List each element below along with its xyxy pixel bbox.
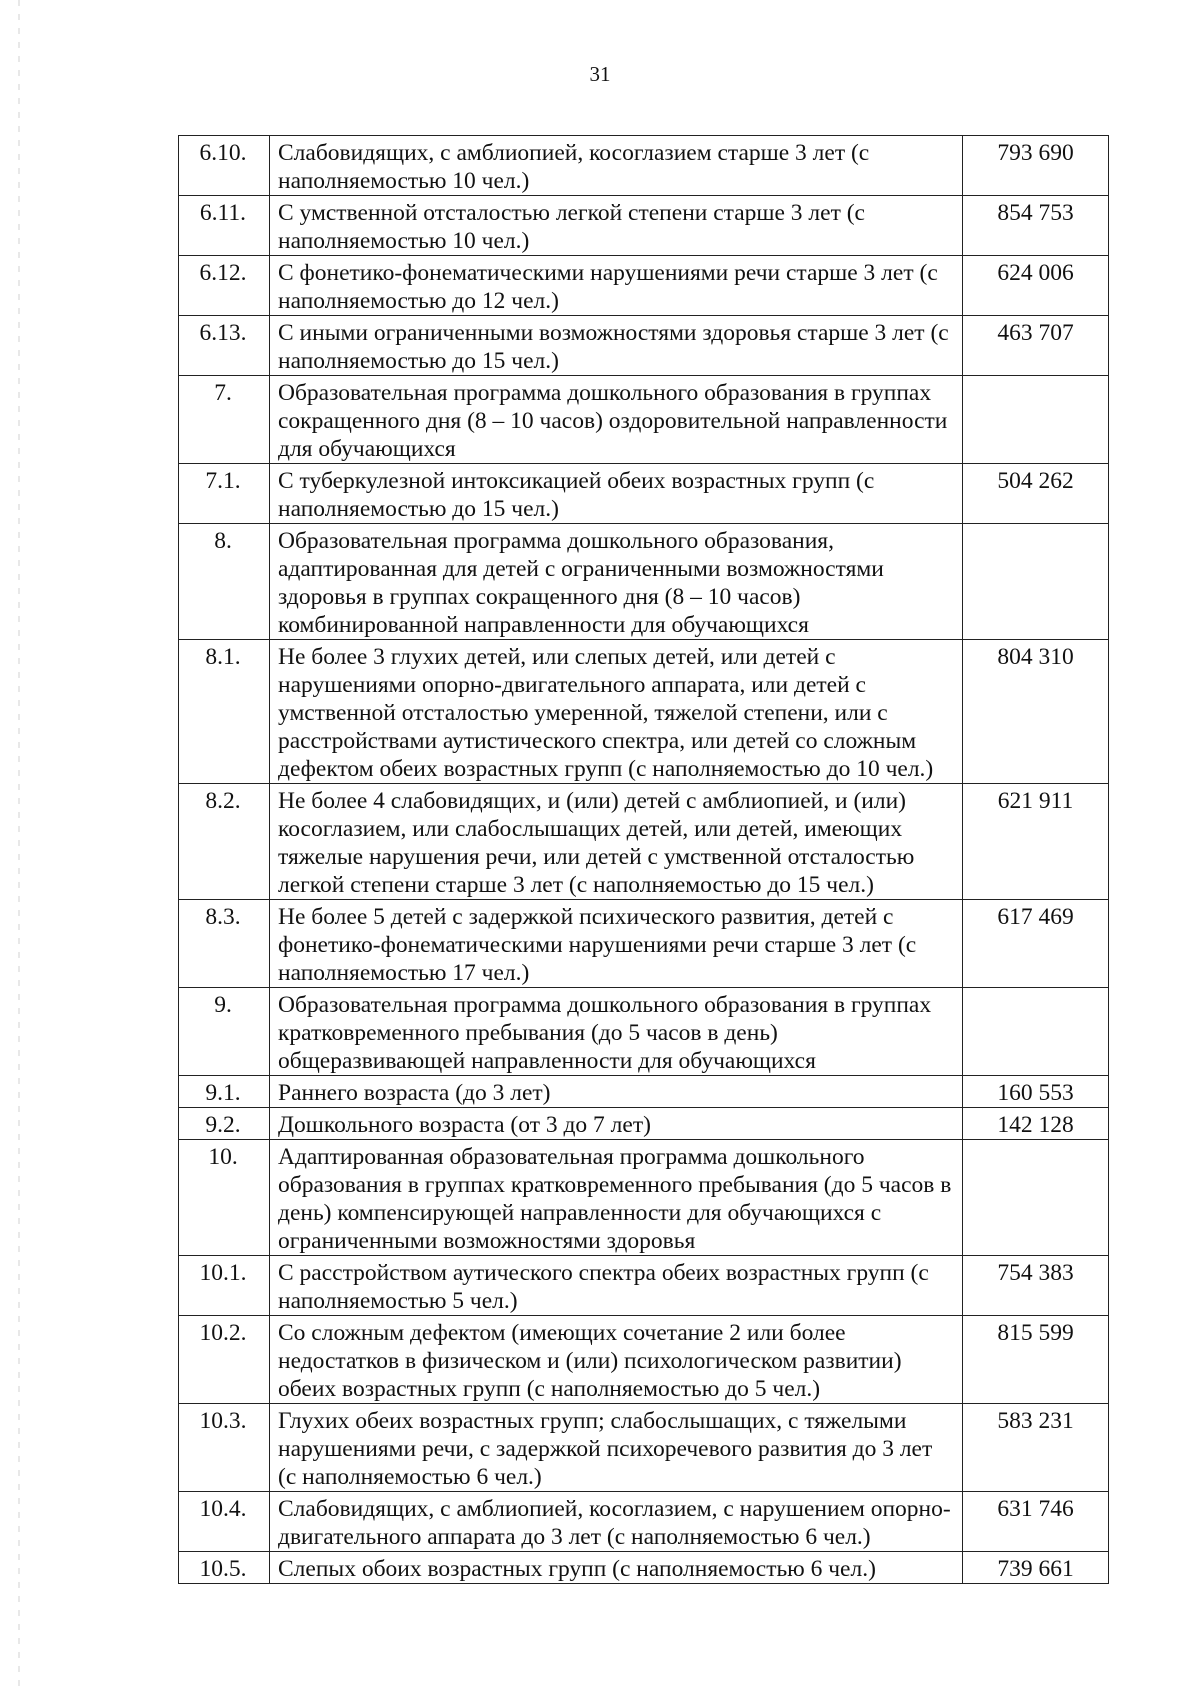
table-section-row [179, 376, 1109, 464]
row-number: 6.10. [179, 136, 270, 196]
row-number: 10.3. [179, 1404, 270, 1492]
table-row [179, 1552, 1109, 1584]
row-description: Раннего возраста (до 3 лет) [270, 1076, 963, 1108]
row-number: 9.1. [179, 1076, 270, 1108]
row-number: 10.4. [179, 1492, 270, 1552]
row-value: 815 599 [963, 1316, 1109, 1404]
row-number: 10. [179, 1140, 270, 1256]
table-row [179, 1256, 1109, 1316]
row-number: 6.12. [179, 256, 270, 316]
row-description: Не более 3 глухих детей, или слепых детей, или детей с нарушениями опорно-двигательного аппарата, или детей с умственной отсталостью умеренной, тяжелой степени, или с расстройствами аутистического спектра, или детей со сложным дефектом обеих возрастных групп (с наполняемостью до 10 чел.) [270, 640, 963, 784]
row-number: 7. [179, 376, 270, 464]
row-number: 6.11. [179, 196, 270, 256]
table-section-row [179, 524, 1109, 640]
table-row [179, 1076, 1109, 1108]
row-value: 624 006 [963, 256, 1109, 316]
row-value [963, 524, 1109, 640]
row-number: 8.2. [179, 784, 270, 900]
row-description: Со сложным дефектом (имеющих сочетание 2 или более недостатков в физическом и (или) психологическом развитии) обеих возрастных групп (с наполняемостью до 5 чел.) [270, 1316, 963, 1404]
table-row [179, 1316, 1109, 1404]
table-section-row [179, 988, 1109, 1076]
row-number: 8.1. [179, 640, 270, 784]
row-description: С туберкулезной интоксикацией обеих возрастных групп (с наполняемостью до 15 чел.) [270, 464, 963, 524]
row-description: Дошкольного возраста (от 3 до 7 лет) [270, 1108, 963, 1140]
table-row [179, 1492, 1109, 1552]
row-description: Глухих обеих возрастных групп; слабослышащих, с тяжелыми нарушениями речи, с задержкой психоречевого развития до 3 лет (с наполняемостью 6 чел.) [270, 1404, 963, 1492]
row-value: 142 128 [963, 1108, 1109, 1140]
tariff-table [178, 135, 1109, 1584]
row-value: 617 469 [963, 900, 1109, 988]
page-number: 31 [589, 62, 611, 86]
scan-edge-artifact [18, 0, 20, 1686]
row-number: 10.1. [179, 1256, 270, 1316]
table-row [179, 256, 1109, 316]
row-description: С расстройством аутического спектра обеих возрастных групп (с наполняемостью 5 чел.) [270, 1256, 963, 1316]
row-description: Образовательная программа дошкольного образования, адаптированная для детей с ограниченными возможностями здоровья в группах сокращенного дня (8 – 10 часов) комбинированной направленности для обучающихся [270, 524, 963, 640]
row-value: 631 746 [963, 1492, 1109, 1552]
table-row [179, 464, 1109, 524]
table-row [179, 316, 1109, 376]
row-value: 804 310 [963, 640, 1109, 784]
row-description: Образовательная программа дошкольного образования в группах сокращенного дня (8 – 10 часов) оздоровительной направленности для обучающихся [270, 376, 963, 464]
row-value: 793 690 [963, 136, 1109, 196]
row-description: С иными ограниченными возможностями здоровья старше 3 лет (с наполняемостью до 15 чел.) [270, 316, 963, 376]
row-number: 8. [179, 524, 270, 640]
table-row [179, 1404, 1109, 1492]
row-description: Слепых обоих возрастных групп (с наполняемостью 6 чел.) [270, 1552, 963, 1584]
row-value: 754 383 [963, 1256, 1109, 1316]
row-value: 160 553 [963, 1076, 1109, 1108]
row-description: Слабовидящих, с амблиопией, косоглазием, с нарушением опорно-двигательного аппарата до 3 лет (с наполняемостью 6 чел.) [270, 1492, 963, 1552]
row-description: С фонетико-фонематическими нарушениями речи старше 3 лет (с наполняемостью до 12 чел.) [270, 256, 963, 316]
table-row [179, 1108, 1109, 1140]
row-description: Адаптированная образовательная программа дошкольного образования в группах кратковременного пребывания (до 5 часов в день) компенсирующей направленности для обучающихся с ограниченными возможностями здоровья [270, 1140, 963, 1256]
row-value: 583 231 [963, 1404, 1109, 1492]
row-value: 621 911 [963, 784, 1109, 900]
row-number: 7.1. [179, 464, 270, 524]
table-row [179, 136, 1109, 196]
table-row [179, 196, 1109, 256]
row-description: Не более 4 слабовидящих, и (или) детей с амблиопией, и (или) косоглазием, или слабослышащих детей, или детей, имеющих тяжелые нарушения речи, или детей с умственной отсталостью легкой степени старше 3 лет (с наполняемостью до 15 чел.) [270, 784, 963, 900]
row-number: 8.3. [179, 900, 270, 988]
row-description: Образовательная программа дошкольного образования в группах кратковременного пребывания (до 5 часов в день) общеразвивающей направленности для обучающихся [270, 988, 963, 1076]
row-value: 463 707 [963, 316, 1109, 376]
row-value [963, 988, 1109, 1076]
row-value: 504 262 [963, 464, 1109, 524]
row-description: Слабовидящих, с амблиопией, косоглазием старше 3 лет (с наполняемостью 10 чел.) [270, 136, 963, 196]
row-value [963, 1140, 1109, 1256]
table-section-row [179, 1140, 1109, 1256]
row-number: 10.2. [179, 1316, 270, 1404]
row-value: 739 661 [963, 1552, 1109, 1584]
row-description: С умственной отсталостью легкой степени старше 3 лет (с наполняемостью 10 чел.) [270, 196, 963, 256]
row-number: 9. [179, 988, 270, 1076]
tariff-table-body [179, 136, 1109, 1584]
row-number: 6.13. [179, 316, 270, 376]
table-row [179, 640, 1109, 784]
row-description: Не более 5 детей с задержкой психического развития, детей с фонетико-фонематическими нарушениями речи старше 3 лет (с наполняемостью 17 чел.) [270, 900, 963, 988]
row-number: 9.2. [179, 1108, 270, 1140]
table-row [179, 900, 1109, 988]
row-value [963, 376, 1109, 464]
row-value: 854 753 [963, 196, 1109, 256]
table-row [179, 784, 1109, 900]
row-number: 10.5. [179, 1552, 270, 1584]
